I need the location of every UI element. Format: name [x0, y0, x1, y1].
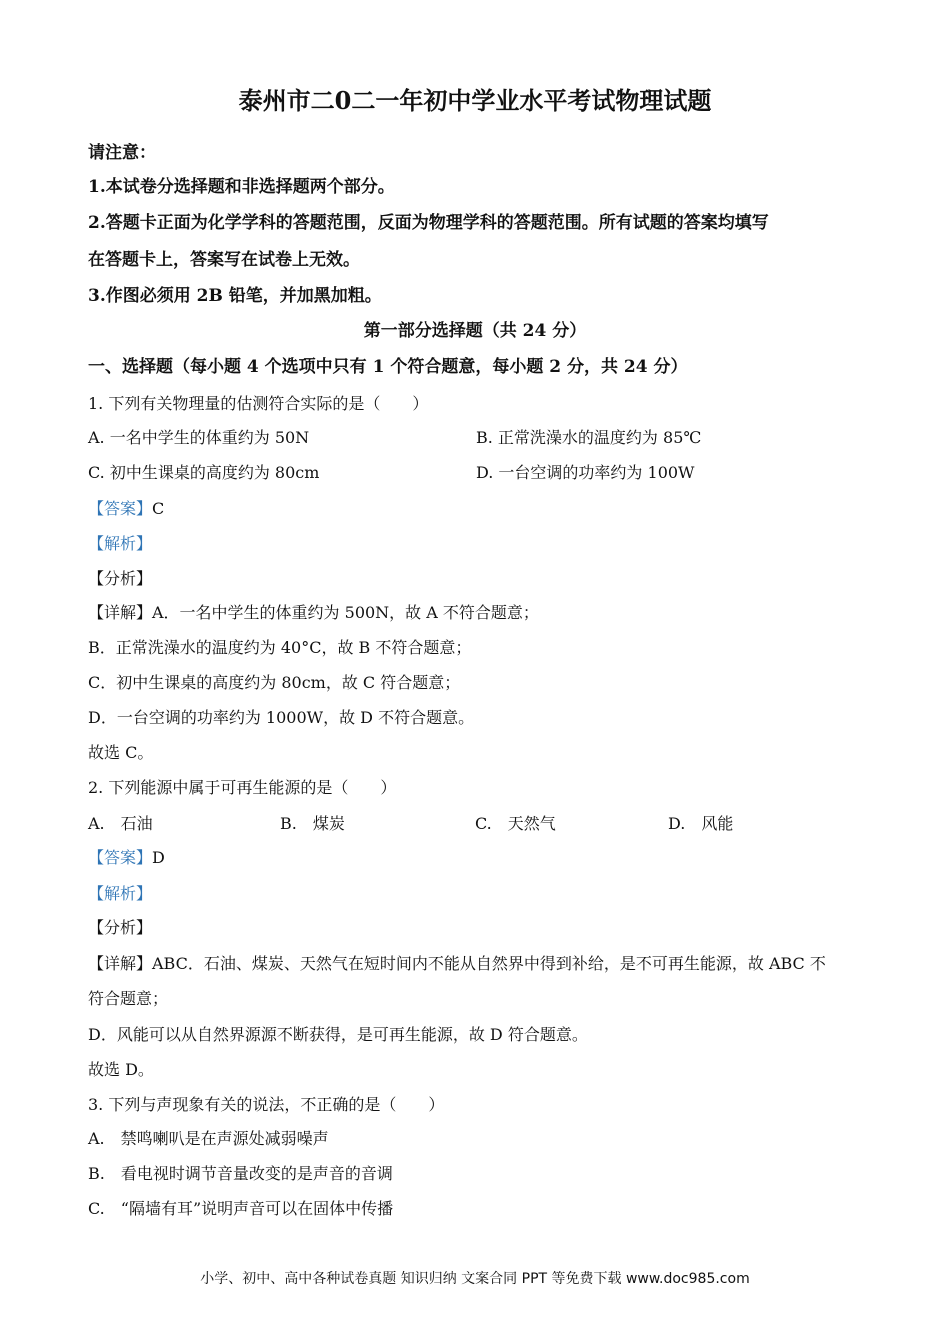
q2-fenxi-label: 【分析】 — [88, 918, 153, 937]
notice-item-3: 3.作图必须用 2B 铅笔，并加黑加粗。 — [88, 286, 382, 306]
page-footer: 小学、初中、高中各种试卷真题 知识归纳 文案合同 PPT 等免费下载 www.doc985.com — [200, 1271, 750, 1287]
notice-item-1: 1.本试卷分选择题和非选择题两个部分。 — [88, 177, 395, 197]
q1-detail-b: B．正常洗澡水的温度约为 40°C，故 B 不符合题意； — [88, 638, 472, 657]
q2-option-d: D. 风能 — [668, 814, 734, 833]
q1-option-d: D. 一台空调的功率约为 100W — [476, 463, 695, 482]
exam-title: 泰州市二0二一年初中学业水平考试物理试题 — [238, 86, 712, 115]
q3-stem: 3. 下列与声现象有关的说法，不正确的是（ ） — [88, 1095, 445, 1114]
q1-fenxi-label: 【分析】 — [88, 569, 153, 588]
q1-answer — [88, 499, 164, 519]
q1-answer-value: C — [152, 499, 165, 518]
q2-stem: 2. 下列能源中属于可再生能源的是（ ） — [88, 778, 397, 797]
part1-title: 第一部分选择题（共 24 分） — [363, 321, 587, 341]
q2-conclusion: 故选 D。 — [88, 1060, 154, 1079]
answer-label: 【答案】 — [88, 848, 153, 867]
q2-detail-d: D．风能可以从自然界源源不断获得，是可再生能源，故 D 符合题意。 — [88, 1025, 588, 1044]
notice-item-2-line-2: 在答题卡上，答案写在试卷上无效。 — [88, 250, 360, 270]
q2-detail-a-line-2: 符合题意； — [88, 989, 169, 1008]
q1-detail-a: 【详解】A．一名中学生的体重约为 500N，故 A 不符合题意； — [88, 603, 539, 622]
q2-analysis-label: 【解析】 — [88, 884, 153, 903]
q3-option-b: B. 看电视时调节音量改变的是声音的音调 — [88, 1164, 393, 1183]
q2-answer — [88, 848, 165, 868]
q3-option-a: A. 禁鸣喇叭是在声源处减弱噪声 — [88, 1129, 329, 1148]
notice-item-2-line-1: 2.答题卡正面为化学学科的答题范围，反面为物理学科的答题范围。所有试题的答案均填写 — [88, 213, 769, 233]
q1-option-a: A. 一名中学生的体重约为 50N — [88, 428, 310, 447]
q1-conclusion: 故选 C。 — [88, 743, 154, 762]
q1-option-c: C. 初中生课桌的高度约为 80cm — [88, 463, 320, 482]
q2-answer-value: D — [152, 848, 165, 867]
answer-label: 【答案】 — [88, 499, 153, 518]
q2-option-c: C. 天然气 — [475, 814, 556, 833]
q1-option-b: B. 正常洗澡水的温度约为 85℃ — [476, 428, 702, 447]
q1-detail-c: C．初中生课桌的高度约为 80cm，故 C 符合题意； — [88, 673, 461, 692]
q1-detail-d: D．一台空调的功率约为 1000W，故 D 不符合题意。 — [88, 708, 475, 727]
q1-analysis-label: 【解析】 — [88, 534, 153, 553]
q2-option-a: A. 石油 — [88, 814, 153, 833]
q3-option-c: C. “隔墙有耳”说明声音可以在固体中传播 — [88, 1199, 394, 1218]
notice-heading: 请注意： — [88, 143, 156, 163]
section1-title: 一、选择题（每小题 4 个选项中只有 1 个符合题意，每小题 2 分，共 24 分） — [88, 357, 688, 377]
q1-stem: 1. 下列有关物理量的估测符合实际的是（ ） — [88, 394, 429, 413]
q2-option-b: B. 煤炭 — [280, 814, 345, 833]
q2-detail-a-line-1: 【详解】ABC．石油、煤炭、天然气在短时间内不能从自然界中得到补给，是不可再生能源，故 ABC 不 — [88, 954, 826, 973]
